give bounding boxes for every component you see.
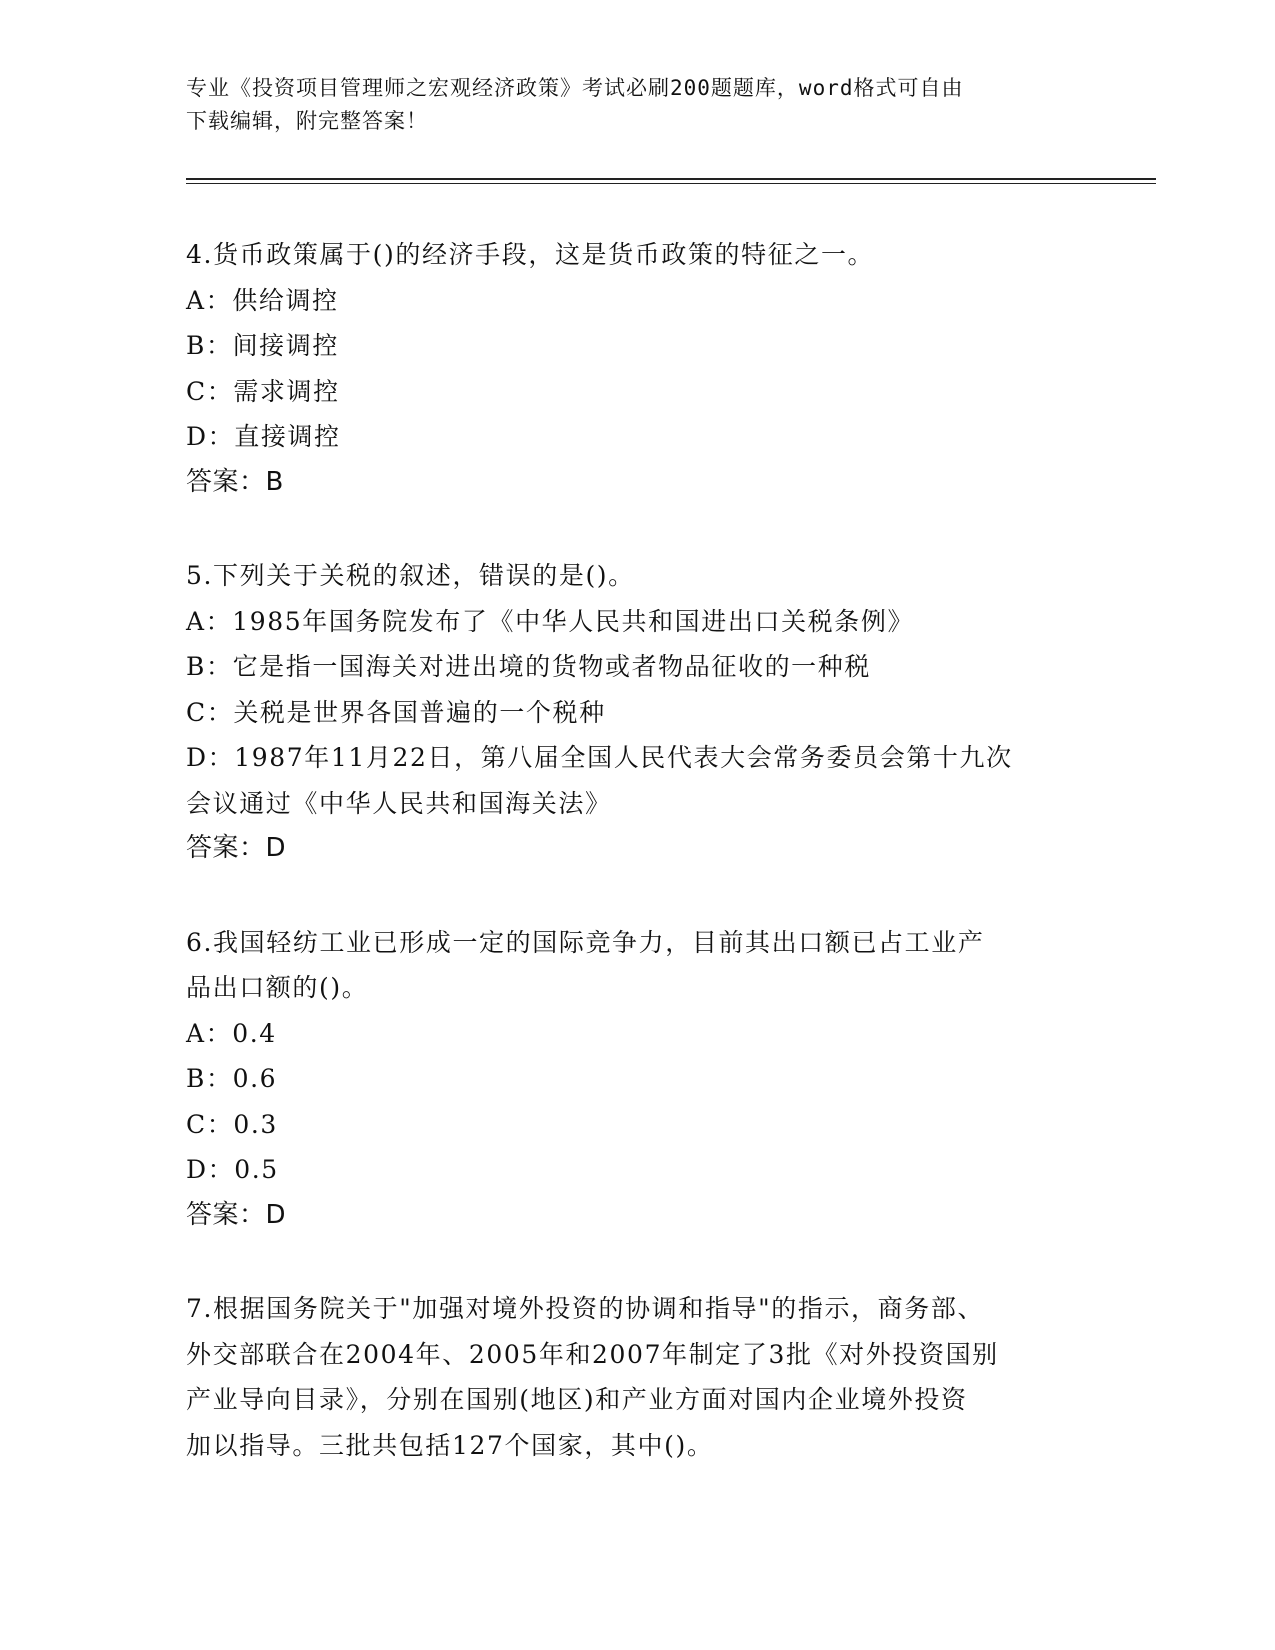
option-d: D：直接调控 bbox=[186, 422, 341, 451]
option-b: B：0.6 bbox=[186, 1064, 278, 1093]
header-line-2: 下载编辑，附完整答案！ bbox=[186, 109, 428, 133]
option-b: B：间接调控 bbox=[186, 331, 339, 360]
question-stem: 4.货币政策属于()的经济手段，这是货币政策的特征之一。 bbox=[186, 240, 875, 269]
header-rule-top bbox=[186, 178, 1156, 180]
question-stem: 5.下列关于关税的叙述，错误的是()。 bbox=[186, 561, 635, 590]
question-stem-continued: 外交部联合在2004年、2005年和2007年制定了3批《对外投资国别 bbox=[186, 1339, 999, 1369]
answer-line: 答案：D bbox=[186, 1199, 287, 1230]
question-6 bbox=[186, 920, 1086, 1239]
question-stem-continued: 品出口额的()。 bbox=[186, 973, 369, 1002]
option-c: C：需求调控 bbox=[186, 376, 340, 406]
question-stem-continued: 产业导向目录》，分别在国别(地区)和产业方面对国内企业境外投资 bbox=[186, 1385, 968, 1414]
option-a: A：供给调控 bbox=[186, 285, 339, 315]
question-stem-continued: 加以指导。三批共包括127个国家，其中()。 bbox=[186, 1430, 714, 1460]
question-stem: 6.我国轻纺工业已形成一定的国际竞争力，目前其出口额已占工业产 bbox=[186, 927, 985, 957]
option-d: D：0.5 bbox=[186, 1155, 279, 1184]
question-list bbox=[186, 232, 1086, 1516]
question-5 bbox=[186, 553, 1086, 872]
option-c: C：关税是世界各国普遍的一个税种 bbox=[186, 697, 606, 727]
document-header bbox=[186, 72, 1086, 138]
option-d-continued: 会议通过《中华人民共和国海关法》 bbox=[186, 788, 612, 818]
option-d: D：1987年11月22日，第八届全国人民代表大会常务委员会第十九次 bbox=[186, 743, 1013, 772]
option-a: A：0.4 bbox=[186, 1018, 277, 1048]
option-b: B：它是指一国海关对进出境的货物或者物品征收的一种税 bbox=[186, 652, 871, 681]
header-line-1: 专业《投资项目管理师之宏观经济政策》考试必刷200题题库，word格式可自由 bbox=[186, 76, 964, 100]
question-4 bbox=[186, 232, 1086, 505]
option-a: A：1985年国务院发布了《中华人民共和国进出口关税条例》 bbox=[186, 606, 915, 636]
answer-line: 答案：D bbox=[186, 833, 287, 863]
header-rule-bottom bbox=[186, 183, 1156, 184]
question-7 bbox=[186, 1286, 1086, 1468]
question-stem: 7.根据国务院关于"加强对境外投资的协调和指导"的指示，商务部、 bbox=[186, 1294, 985, 1323]
option-c: C：0.3 bbox=[186, 1109, 278, 1139]
answer-line: 答案：B bbox=[186, 466, 284, 497]
